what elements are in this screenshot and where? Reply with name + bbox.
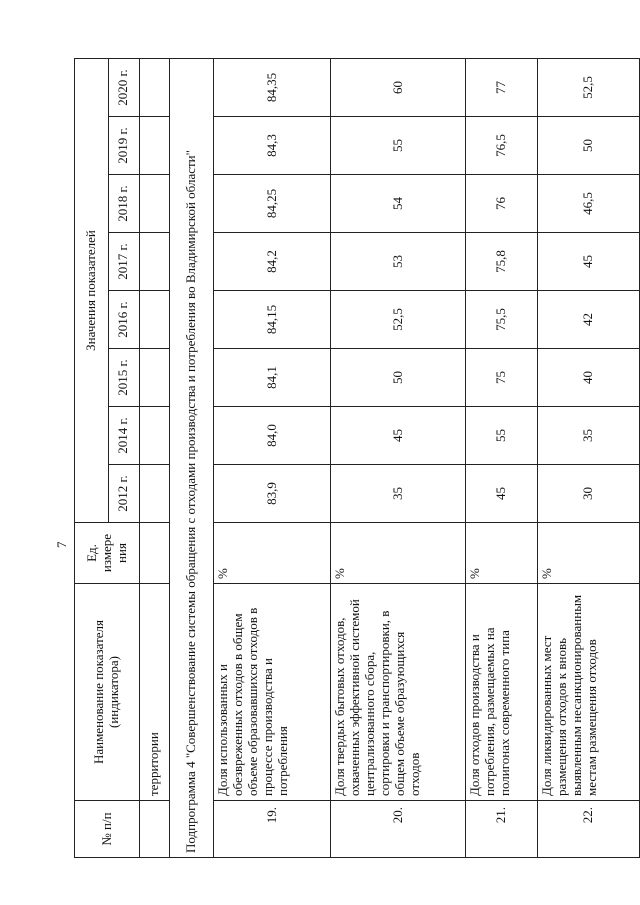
header-year: 2017 г. xyxy=(108,233,140,291)
row-unit: % xyxy=(331,523,466,584)
row-number: 19. xyxy=(214,801,331,858)
row-value: 60 xyxy=(331,59,466,117)
row-name: Доля твердых бытовых отходов, охваченных эффективной системой централизованного сбора, сортировки и транспортировки, в общем объеме образующихся отходов xyxy=(331,584,466,801)
table-row xyxy=(537,59,639,858)
row-value: 55 xyxy=(331,117,466,175)
row-value: 35 xyxy=(537,407,639,465)
row-value: 83,9 xyxy=(214,465,331,523)
page-number: 7 xyxy=(54,541,69,548)
row-number: 22. xyxy=(537,801,639,858)
row-value: 84,25 xyxy=(214,175,331,233)
row-name: Доля ликвидированных мест размещения отходов к вновь выявленным несанкционированным местам размещения отходов xyxy=(537,584,639,801)
header-name: Наименование показателя (индикатора) xyxy=(75,584,140,801)
row-unit: % xyxy=(466,523,538,584)
row-value: 76,5 xyxy=(466,117,538,175)
table-row xyxy=(331,59,466,858)
indicators-table xyxy=(74,58,640,858)
row-value: 84,35 xyxy=(214,59,331,117)
row-value: 50 xyxy=(537,117,639,175)
continuation-text: территории xyxy=(140,584,169,801)
row-value: 75,8 xyxy=(466,233,538,291)
row-name: Доля отходов производства и потребления, размещаемых на полигонах современного типа xyxy=(466,584,538,801)
row-value: 84,2 xyxy=(214,233,331,291)
row-value: 84,0 xyxy=(214,407,331,465)
row-value: 76 xyxy=(466,175,538,233)
row-name: Доля использованных и обезвреженных отходов в общем объеме образовавшихся отходов в процессе производства и потребления xyxy=(214,584,331,801)
row-value: 75,5 xyxy=(466,291,538,349)
header-year: 2015 г. xyxy=(108,349,140,407)
row-unit: % xyxy=(214,523,331,584)
row-value: 75 xyxy=(466,349,538,407)
row-value: 45 xyxy=(466,465,538,523)
header-unit: Ед. измере ния xyxy=(75,523,140,584)
row-value: 46,5 xyxy=(537,175,639,233)
row-value: 54 xyxy=(331,175,466,233)
row-value: 52,5 xyxy=(537,59,639,117)
row-value: 84,3 xyxy=(214,117,331,175)
header-year: 2014 г. xyxy=(108,407,140,465)
subprogram-row xyxy=(169,59,214,858)
header-number: № п/п xyxy=(75,801,140,858)
row-value: 40 xyxy=(537,349,639,407)
row-value: 50 xyxy=(331,349,466,407)
row-value: 55 xyxy=(466,407,538,465)
subprogram-title: Подпрограмма 4 "Совершенствование системы обращения с отходами производства и потребления во Владимирской области" xyxy=(169,59,214,858)
row-value: 77 xyxy=(466,59,538,117)
table-row xyxy=(214,59,331,858)
header-values: Значения показателей xyxy=(75,59,109,523)
row-value: 53 xyxy=(331,233,466,291)
row-value: 52,5 xyxy=(331,291,466,349)
header-year: 2020 г. xyxy=(108,59,140,117)
row-number: 20. xyxy=(331,801,466,858)
header-row xyxy=(75,59,109,858)
row-value: 84,1 xyxy=(214,349,331,407)
row-value: 30 xyxy=(537,465,639,523)
row-value: 35 xyxy=(331,465,466,523)
rotated-table-container xyxy=(74,58,640,858)
table-row xyxy=(466,59,538,858)
row-value: 45 xyxy=(331,407,466,465)
row-unit: % xyxy=(537,523,639,584)
header-year: 2019 г. xyxy=(108,117,140,175)
row-value: 84,15 xyxy=(214,291,331,349)
header-year: 2018 г. xyxy=(108,175,140,233)
header-year: 2016 г. xyxy=(108,291,140,349)
row-value: 42 xyxy=(537,291,639,349)
row-number: 21. xyxy=(466,801,538,858)
continuation-row xyxy=(140,59,169,858)
header-year: 2012 г. xyxy=(108,465,140,523)
row-value: 45 xyxy=(537,233,639,291)
